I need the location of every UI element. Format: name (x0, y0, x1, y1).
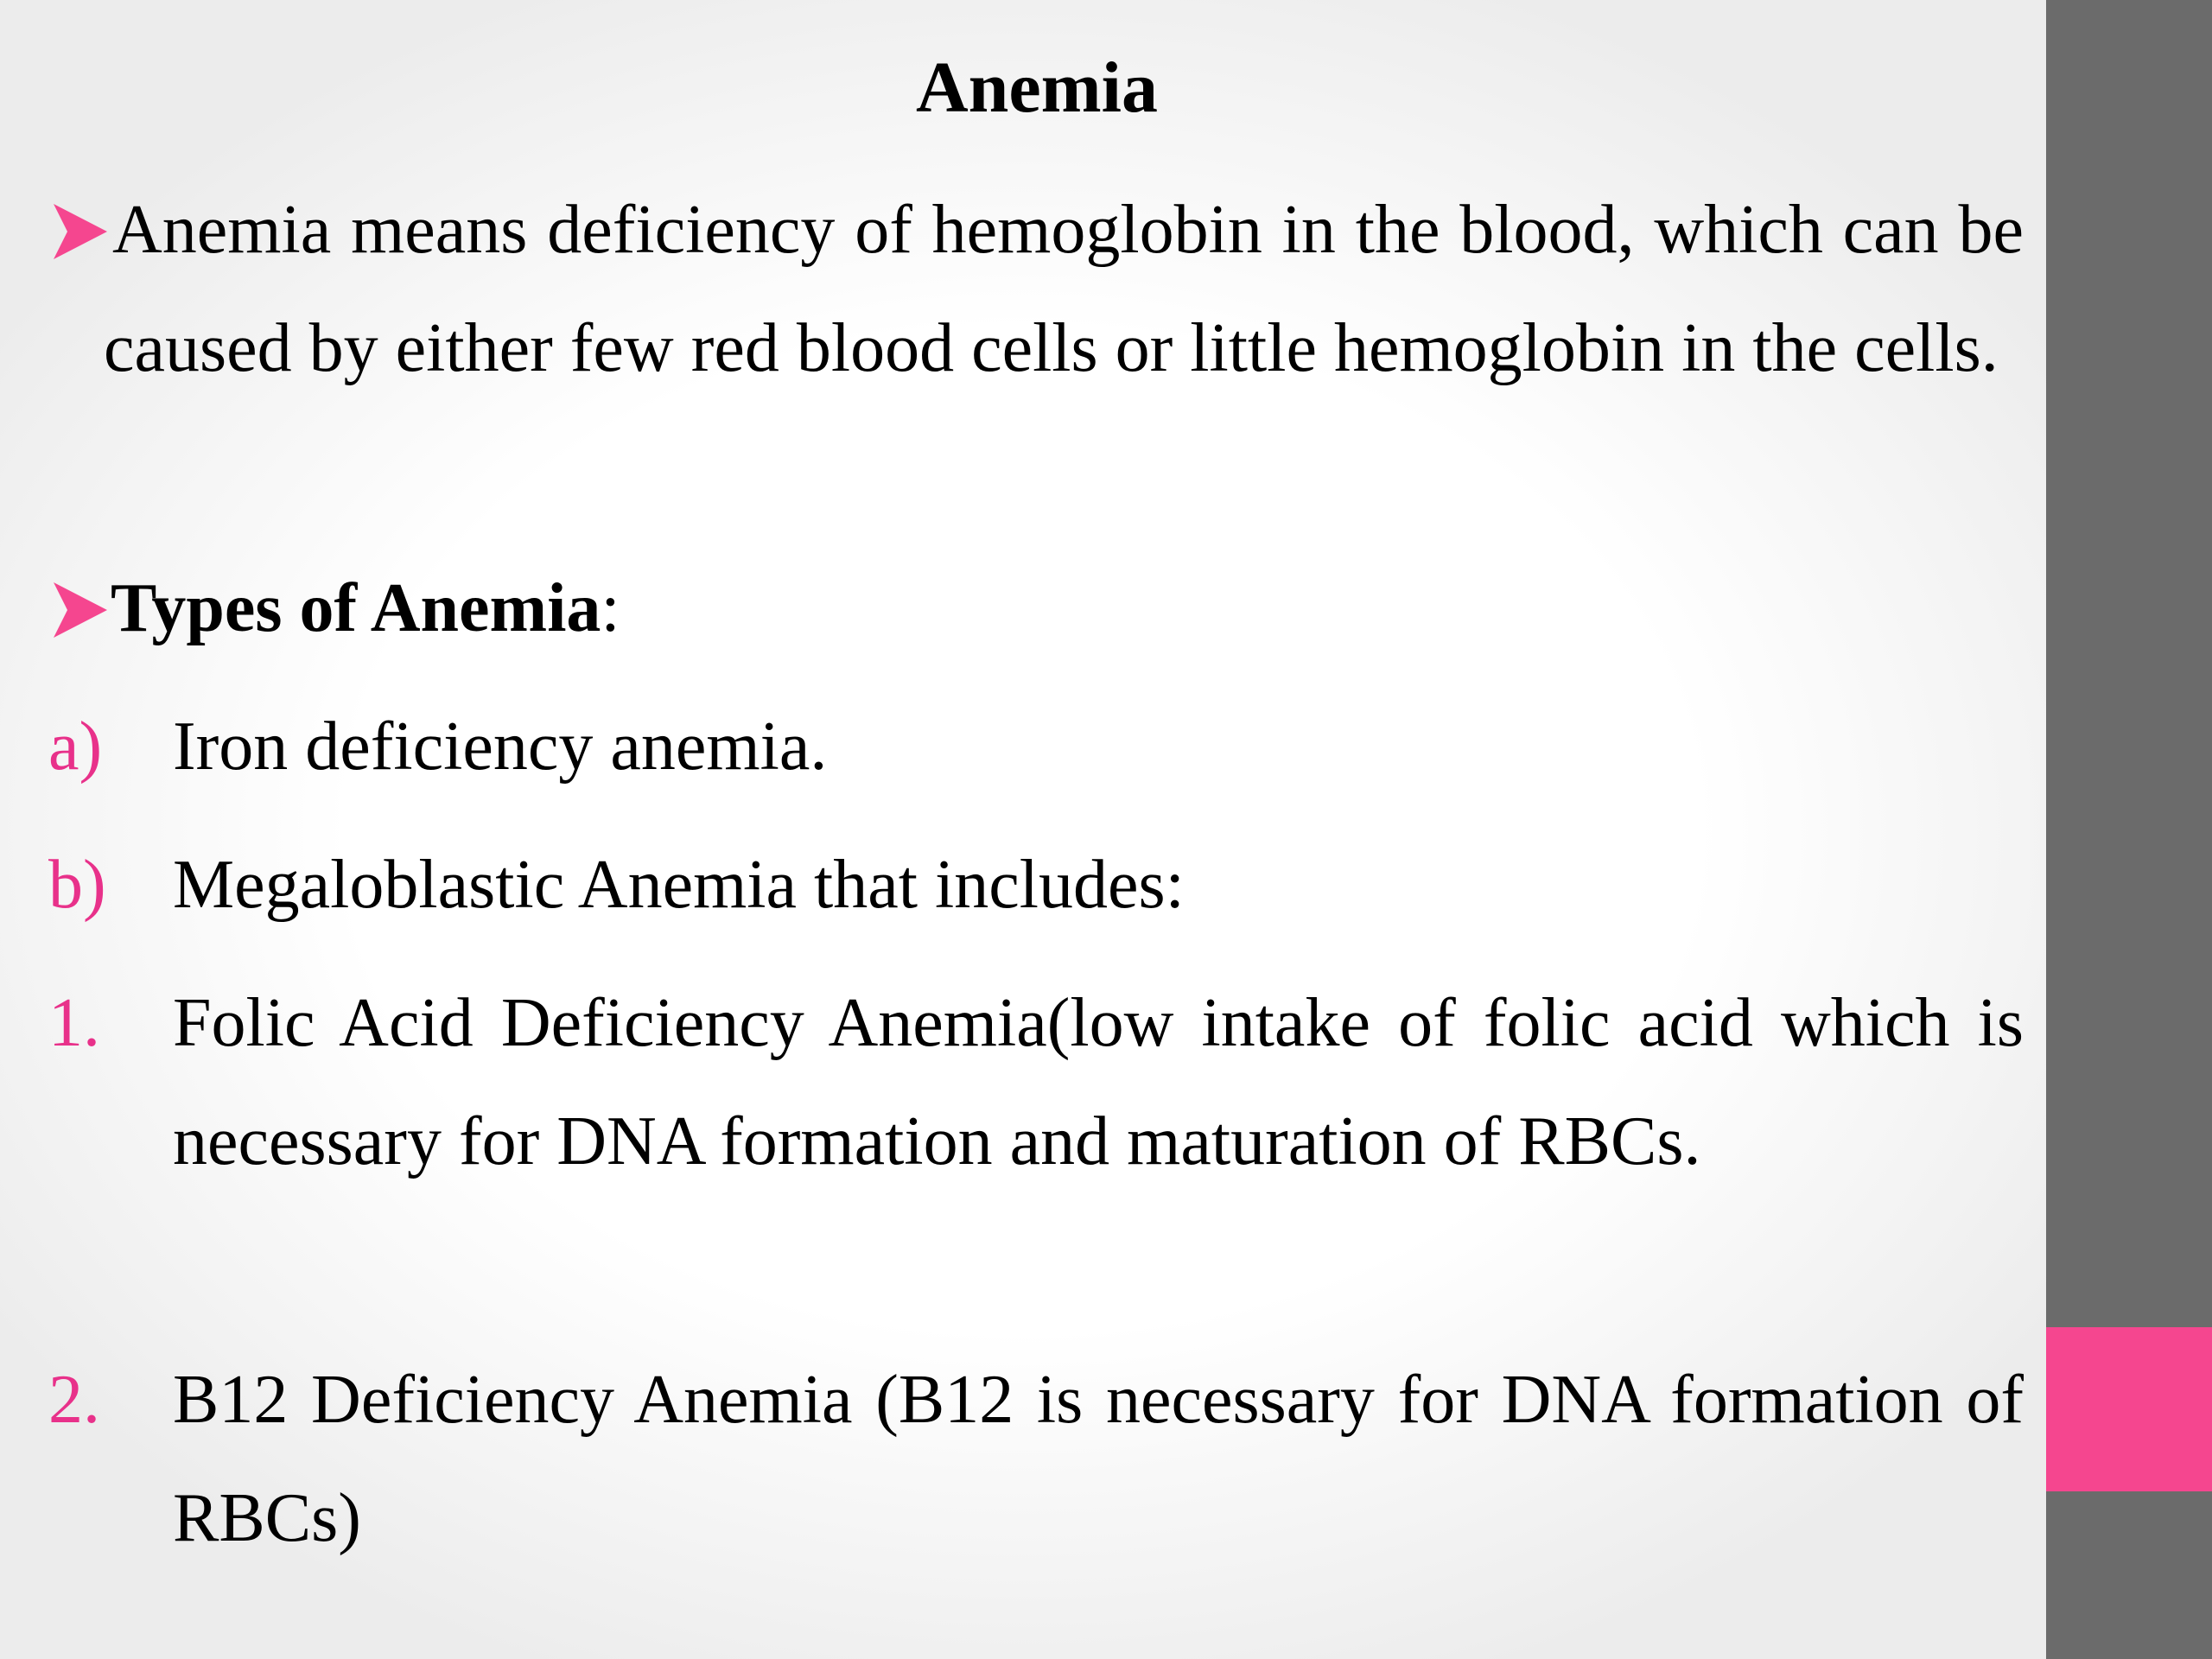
types-heading-colon: : (601, 570, 620, 646)
arrowhead-bullet-icon (50, 575, 111, 645)
list-marker-1: 1. (48, 985, 100, 1061)
list-item-megaloblastic: Megaloblastic Anemia that includes: (173, 847, 1185, 923)
list-marker-b: b) (48, 847, 106, 923)
list-item-b12: B12 Deficiency Anemia (B12 is necessary for DNA formation of RBCs) (173, 1362, 2024, 1556)
arrowhead-bullet-icon (50, 197, 111, 266)
bullet-types-heading (111, 550, 2031, 668)
slide-title: Anemia (916, 48, 1158, 128)
side-accent-block (2046, 1327, 2212, 1491)
list-marker-a: a) (48, 709, 103, 785)
bullet-definition: Anemia means deficiency of hemoglobin in the blood, which can be caused by either few red blood cells or little hemoglobin in the cells. (104, 192, 2024, 386)
list-item-folic-acid: Folic Acid Deficiency Anemia(low intake of folic acid which is necessary for DNA formation and maturation of RBCs. (173, 985, 2024, 1179)
list-item-iron-deficiency: Iron deficiency anemia. (173, 709, 828, 785)
list-marker-2: 2. (48, 1362, 100, 1438)
types-heading-bold: Types of Anemia (111, 570, 601, 646)
